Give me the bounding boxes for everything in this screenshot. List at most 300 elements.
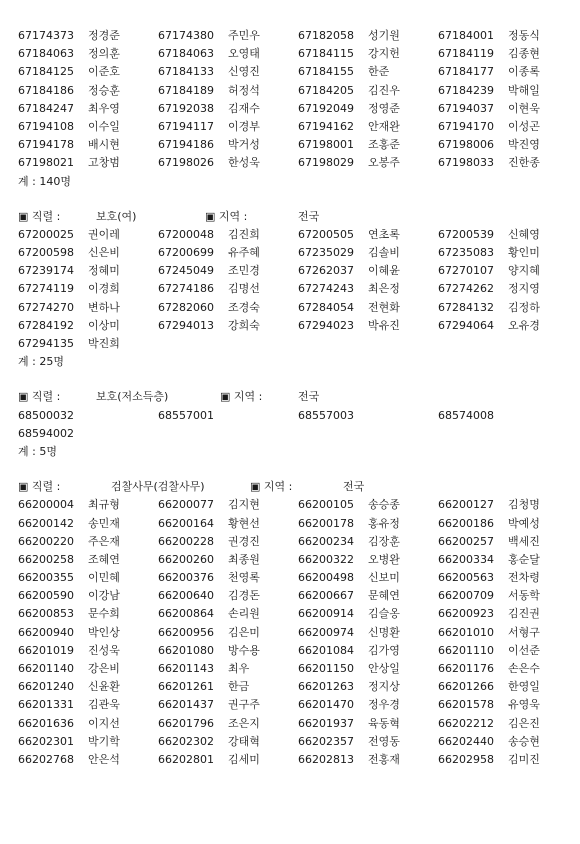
region-label: ▣ 지역 : (220, 390, 263, 404)
exam-number: 67198026 (158, 156, 214, 170)
exam-number: 67200699 (158, 246, 214, 260)
candidate-entry (18, 244, 120, 262)
exam-number: 66200864 (158, 607, 214, 621)
candidate-name: 강태혁 (228, 734, 260, 748)
candidate-entry (18, 226, 120, 244)
exam-number: 67184189 (158, 83, 214, 97)
region-label: ▣ 지역 : (205, 209, 248, 223)
candidate-name: 이성곤 (508, 119, 540, 133)
exam-number: 67294135 (18, 337, 74, 350)
candidate-name: 최규형 (88, 498, 120, 512)
exam-number: 66201110 (438, 643, 494, 657)
exam-number: 66201470 (298, 698, 354, 712)
exam-number: 66202212 (438, 716, 494, 730)
candidate-entry (298, 100, 400, 118)
table-row (18, 118, 568, 136)
exam-number: 67174373 (18, 29, 74, 42)
candidate-name: 이강남 (88, 589, 120, 603)
exam-number: 67294023 (298, 318, 354, 332)
candidate-name: 김가영 (368, 643, 400, 657)
candidate-entry (438, 605, 540, 623)
candidate-name: 신보미 (368, 571, 400, 585)
exam-number: 67174380 (158, 29, 214, 42)
exam-number: 67184001 (438, 29, 494, 42)
exam-number: 66200127 (438, 498, 494, 512)
candidate-entry (298, 45, 400, 63)
candidate-name: 박해일 (508, 83, 540, 97)
candidate-name: 권경진 (228, 534, 260, 548)
exam-number: 66201150 (298, 662, 354, 675)
candidate-entry (18, 624, 120, 642)
table-row (18, 136, 568, 154)
candidate-entry (18, 587, 120, 605)
exam-number: 67245049 (158, 264, 214, 278)
candidate-name: 안상일 (368, 662, 400, 675)
candidate-name: 배시현 (88, 138, 120, 152)
candidate-entry (18, 733, 120, 751)
candidate-entry (438, 751, 540, 769)
candidate-entry (158, 244, 260, 262)
candidate-name: 황인미 (508, 246, 540, 260)
section-total: 계 : 25명 (18, 355, 64, 369)
candidate-entry (158, 299, 260, 317)
candidate-name: 강지헌 (368, 47, 400, 61)
exam-number: 66200376 (158, 571, 214, 585)
exam-number: 66200355 (18, 571, 74, 585)
region-value: 전국 (298, 209, 320, 223)
candidate-entry (158, 696, 260, 714)
candidate-entry (438, 407, 508, 425)
roster-section (18, 191, 568, 372)
candidate-entry (18, 317, 120, 335)
exam-number: 66200853 (18, 607, 74, 621)
candidate-name: 고창범 (88, 156, 120, 170)
candidate-entry (18, 551, 120, 569)
exam-number: 67194117 (158, 119, 214, 133)
candidate-entry (158, 317, 260, 335)
candidate-name: 조민경 (228, 264, 260, 278)
table-row (18, 660, 568, 678)
exam-number: 67182058 (298, 29, 354, 42)
candidate-entry (298, 407, 368, 425)
candidate-entry (158, 569, 260, 587)
candidate-entry (158, 280, 260, 298)
candidate-name: 유주혜 (228, 246, 260, 260)
candidate-name: 홍유정 (368, 516, 400, 530)
candidate-entry (18, 100, 120, 118)
exam-number: 67198021 (18, 156, 74, 170)
candidate-entry (298, 82, 400, 100)
candidate-name: 한금 (228, 680, 250, 694)
candidate-entry (158, 515, 260, 533)
exam-number: 67274186 (158, 282, 214, 296)
candidate-entry (438, 45, 540, 63)
exam-number: 66201578 (438, 698, 494, 712)
candidate-name: 김지현 (228, 498, 260, 512)
candidate-entry (18, 27, 120, 45)
exam-number: 67294064 (438, 318, 494, 332)
exam-number: 67194186 (158, 138, 214, 152)
candidate-entry (298, 624, 400, 642)
candidate-name: 황현선 (228, 516, 260, 530)
exam-number: 66201261 (158, 680, 214, 694)
candidate-entry (438, 118, 540, 136)
document-body (18, 27, 568, 769)
exam-number: 66200260 (158, 552, 214, 566)
exam-number: 66201140 (18, 662, 74, 675)
candidate-name: 변하나 (88, 300, 120, 314)
candidate-entry (158, 587, 260, 605)
candidate-entry (438, 733, 540, 751)
series-label: ▣ 직렬 : (18, 390, 61, 404)
exam-number: 67184063 (158, 47, 214, 61)
candidate-entry (158, 27, 260, 45)
candidate-entry (298, 733, 400, 751)
exam-number: 66201084 (298, 643, 354, 657)
exam-number: 66200923 (438, 607, 494, 621)
candidate-name: 송승현 (508, 734, 540, 748)
candidate-name: 박기학 (88, 734, 120, 748)
candidate-name: 박유진 (368, 318, 400, 332)
candidate-entry (158, 678, 249, 696)
table-row (18, 154, 568, 172)
table-row (18, 715, 568, 733)
candidate-entry (18, 335, 120, 353)
candidate-entry (438, 317, 540, 335)
exam-number: 67274119 (18, 282, 74, 296)
candidate-name: 김진권 (508, 607, 540, 621)
candidate-name: 한성욱 (228, 156, 260, 170)
exam-number: 67284132 (438, 300, 494, 314)
exam-number: 66201240 (18, 680, 74, 694)
candidate-entry (298, 605, 400, 623)
candidate-entry (298, 515, 400, 533)
candidate-entry (158, 262, 260, 280)
exam-number: 66202958 (438, 752, 494, 766)
candidate-name: 정경준 (88, 29, 120, 42)
candidate-name: 박예성 (508, 516, 540, 530)
table-row (18, 696, 568, 714)
candidate-name: 신혜영 (508, 227, 540, 241)
candidate-name: 서형구 (508, 625, 540, 639)
candidate-name: 김정하 (508, 300, 540, 314)
candidate-entry (438, 569, 540, 587)
candidate-entry (438, 136, 540, 154)
candidate-entry (18, 605, 120, 623)
candidate-name: 한준 (368, 65, 390, 79)
exam-number: 67198001 (298, 138, 354, 152)
candidate-name: 문혜연 (368, 589, 400, 603)
table-row (18, 100, 568, 118)
table-row (18, 262, 568, 280)
table-row (18, 678, 568, 696)
candidate-name: 신윤환 (88, 680, 120, 694)
candidate-entry (158, 136, 260, 154)
candidate-name: 이준호 (88, 65, 120, 79)
candidate-name: 천영록 (228, 571, 260, 585)
table-row (18, 533, 568, 551)
exam-number: 68500032 (18, 408, 74, 422)
exam-number: 67200505 (298, 227, 354, 241)
candidate-name: 손리원 (228, 607, 260, 621)
candidate-entry (18, 569, 120, 587)
candidate-name: 정승훈 (88, 83, 120, 97)
section-gap (18, 371, 568, 388)
table-row (18, 82, 568, 100)
candidate-name: 손은수 (508, 662, 540, 675)
candidate-entry (18, 262, 120, 280)
table-row (18, 642, 568, 660)
exam-number: 67235083 (438, 246, 494, 260)
candidate-name: 최우 (228, 662, 250, 675)
candidate-entry (298, 660, 400, 678)
region-label: ▣ 지역 : (250, 480, 293, 494)
candidate-name: 정동식 (508, 29, 540, 42)
exam-number: 67274270 (18, 300, 74, 314)
candidate-name: 김솔비 (368, 246, 400, 260)
exam-number: 67282060 (158, 300, 214, 314)
candidate-entry (298, 642, 400, 660)
candidate-entry (438, 299, 540, 317)
exam-number: 66200142 (18, 516, 74, 530)
exam-number: 66200563 (438, 571, 494, 585)
exam-number: 66200334 (438, 552, 494, 566)
exam-number: 66200974 (298, 625, 354, 639)
candidate-name: 조홍준 (368, 138, 400, 152)
exam-number: 67198029 (298, 156, 354, 170)
candidate-entry (438, 642, 540, 660)
section-header (18, 388, 568, 406)
roster-section (18, 27, 568, 191)
table-row (18, 45, 568, 63)
exam-number: 66202440 (438, 734, 494, 748)
exam-number: 68557001 (158, 408, 214, 422)
candidate-entry (158, 63, 260, 81)
candidate-name: 최종원 (228, 552, 260, 566)
series-value: 보호(여) (96, 209, 137, 223)
exam-number: 66200640 (158, 589, 214, 603)
candidate-name: 연초록 (368, 227, 400, 241)
exam-number: 67235029 (298, 246, 354, 260)
candidate-name: 서동학 (508, 589, 540, 603)
table-row (18, 624, 568, 642)
candidate-entry (298, 496, 400, 514)
candidate-name: 조경숙 (228, 300, 260, 314)
candidate-entry (298, 551, 400, 569)
candidate-name: 진성욱 (88, 643, 120, 657)
exam-number: 67294013 (158, 318, 214, 332)
candidate-entry (298, 136, 400, 154)
candidate-name: 송민재 (88, 516, 120, 530)
exam-number: 67184125 (18, 65, 74, 79)
candidate-entry (158, 624, 260, 642)
candidate-name: 신은비 (88, 246, 120, 260)
candidate-entry (438, 624, 540, 642)
exam-number: 67184177 (438, 65, 494, 79)
candidate-entry (158, 496, 260, 514)
candidate-entry (438, 551, 540, 569)
candidate-name: 박진영 (508, 138, 540, 152)
candidate-entry (438, 262, 540, 280)
candidate-name: 오봉주 (368, 156, 400, 170)
exam-number: 68594002 (18, 426, 74, 440)
exam-number: 66200940 (18, 625, 74, 639)
candidate-entry (298, 751, 400, 769)
candidate-entry (298, 569, 400, 587)
candidate-entry (158, 118, 260, 136)
roster-section (18, 461, 568, 769)
exam-number: 66202768 (18, 752, 74, 766)
exam-number: 67184247 (18, 101, 74, 115)
exam-number: 66202813 (298, 752, 354, 766)
candidate-entry (438, 226, 540, 244)
exam-number: 66202801 (158, 752, 214, 766)
exam-number: 67184155 (298, 65, 354, 79)
candidate-name: 유영욱 (508, 698, 540, 712)
exam-number: 66201437 (158, 698, 214, 712)
exam-number: 67184186 (18, 83, 74, 97)
candidate-entry (298, 299, 400, 317)
candidate-entry (18, 642, 120, 660)
section-total: 계 : 140명 (18, 174, 71, 188)
candidate-entry (158, 660, 249, 678)
exam-number: 66202302 (158, 734, 214, 748)
exam-number: 67184063 (18, 47, 74, 61)
candidate-name: 권구주 (228, 698, 260, 712)
candidate-name: 안재완 (368, 119, 400, 133)
candidate-name: 이현욱 (508, 101, 540, 115)
table-row (18, 751, 568, 769)
candidate-entry (298, 226, 400, 244)
candidate-name: 김진희 (228, 227, 260, 241)
candidate-name: 진한종 (508, 156, 540, 170)
candidate-entry (298, 715, 400, 733)
candidate-entry (438, 587, 540, 605)
candidate-name: 오영태 (228, 47, 260, 61)
exam-number: 67192038 (158, 101, 214, 115)
exam-number: 66201331 (18, 698, 74, 712)
candidate-name: 전현화 (368, 300, 400, 314)
candidate-entry (158, 226, 260, 244)
candidate-entry (18, 696, 120, 714)
candidate-name: 김미진 (508, 752, 540, 766)
candidate-entry (438, 82, 540, 100)
candidate-name: 최은정 (368, 282, 400, 296)
candidate-entry (158, 100, 260, 118)
exam-number: 66200004 (18, 498, 74, 512)
table-row (18, 733, 568, 751)
exam-number: 66201636 (18, 716, 74, 730)
exam-number: 67239174 (18, 264, 74, 278)
series-label: ▣ 직렬 : (18, 209, 61, 223)
table-row (18, 226, 568, 244)
exam-number: 66200709 (438, 589, 494, 603)
exam-number: 67270107 (438, 264, 494, 278)
candidate-name: 전차령 (508, 571, 540, 585)
table-row (18, 515, 568, 533)
roster-section (18, 371, 568, 461)
candidate-name: 김경돈 (228, 589, 260, 603)
candidate-name: 홍순달 (508, 552, 540, 566)
candidate-name: 정지상 (368, 680, 400, 694)
exam-number: 67200025 (18, 227, 74, 241)
exam-number: 66200914 (298, 607, 354, 621)
exam-number: 67184115 (298, 47, 354, 61)
series-value: 보호(저소득층) (96, 390, 169, 404)
exam-number: 66200077 (158, 498, 214, 512)
exam-number: 67184133 (158, 65, 214, 79)
exam-number: 66200956 (158, 625, 214, 639)
table-row (18, 569, 568, 587)
exam-number: 66201263 (298, 680, 354, 694)
candidate-name: 이민혜 (88, 571, 120, 585)
candidate-entry (298, 154, 400, 172)
exam-number: 66201143 (158, 662, 214, 675)
exam-number: 66200667 (298, 589, 354, 603)
candidate-name: 이상미 (88, 318, 120, 332)
section-total: 계 : 5명 (18, 444, 57, 458)
candidate-name: 오유경 (508, 318, 540, 332)
candidate-name: 이수일 (88, 119, 120, 133)
exam-number: 67184239 (438, 83, 494, 97)
candidate-name: 신명환 (368, 625, 400, 639)
candidate-entry (438, 496, 540, 514)
candidate-name: 박거성 (228, 138, 260, 152)
table-row (18, 407, 568, 425)
candidate-name: 김세미 (228, 752, 260, 766)
candidate-entry (438, 244, 540, 262)
candidate-entry (298, 317, 400, 335)
exam-number: 66200220 (18, 534, 74, 548)
exam-number: 68557003 (298, 408, 354, 422)
candidate-name: 권이레 (88, 227, 120, 241)
candidate-name: 주민우 (228, 29, 260, 42)
candidate-name: 김종현 (508, 47, 540, 61)
exam-number: 67194170 (438, 119, 494, 133)
candidate-entry (18, 678, 120, 696)
candidate-name: 이지선 (88, 716, 120, 730)
candidate-entry (438, 696, 540, 714)
exam-number: 66200164 (158, 516, 214, 530)
series-label: ▣ 직렬 : (18, 480, 61, 494)
candidate-name: 성기원 (368, 29, 400, 42)
candidate-name: 강은비 (88, 662, 120, 675)
candidate-name: 이선준 (508, 643, 540, 657)
candidate-name: 김진우 (368, 83, 400, 97)
candidate-entry (158, 533, 260, 551)
candidate-entry (438, 678, 540, 696)
exam-number: 67274262 (438, 282, 494, 296)
exam-number: 67262037 (298, 264, 354, 278)
candidate-entry (298, 533, 400, 551)
table-row (18, 605, 568, 623)
candidate-entry (298, 63, 389, 81)
table-row (18, 244, 568, 262)
candidate-name: 오병완 (368, 552, 400, 566)
table-row (18, 280, 568, 298)
candidate-entry (298, 244, 400, 262)
exam-number: 67284192 (18, 318, 74, 332)
candidate-entry (298, 696, 400, 714)
exam-number: 67184119 (438, 47, 494, 61)
candidate-entry (18, 533, 120, 551)
exam-number: 66200590 (18, 589, 74, 603)
candidate-entry (158, 82, 260, 100)
candidate-name: 백세진 (508, 534, 540, 548)
candidate-entry (158, 733, 260, 751)
candidate-name: 김장훈 (368, 534, 400, 548)
candidate-entry (18, 154, 120, 172)
